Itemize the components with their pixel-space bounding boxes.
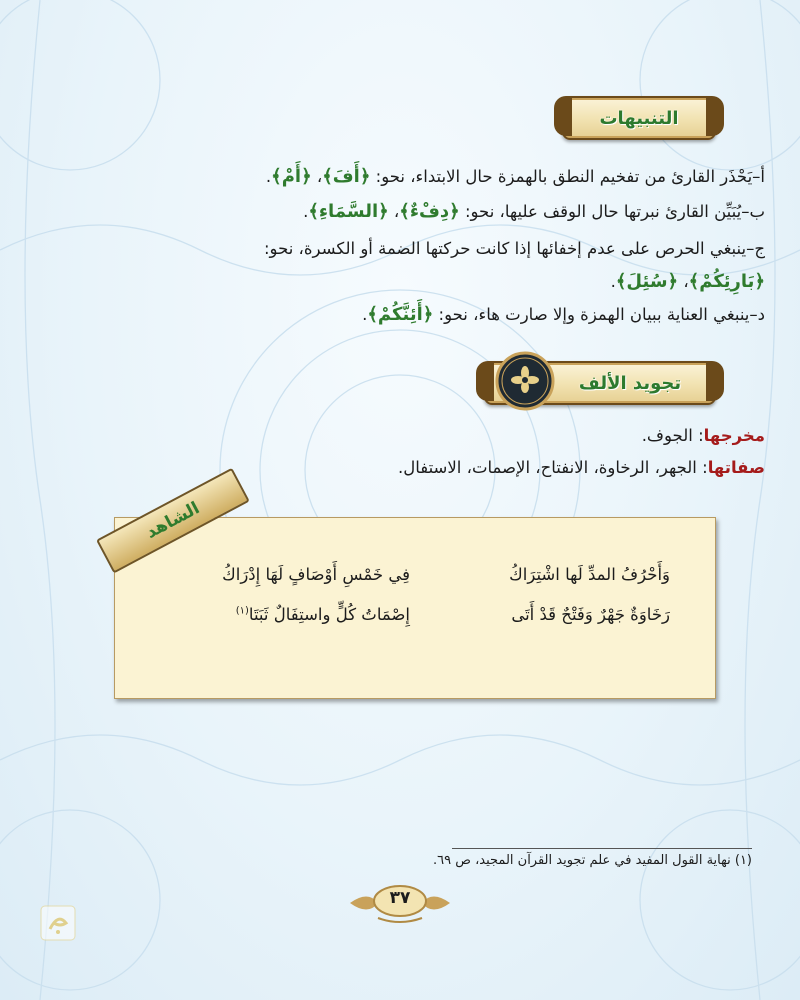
verse-2-right: رَخَاوَةٌ جَهْرٌ وَفَتْحٌ قَدْ أَتَى [511, 605, 670, 624]
quran-example: ﴿أَفَ﴾ [322, 166, 371, 187]
makhraj-label: مخرجها [703, 426, 765, 445]
quran-example: ﴿بَارِئِكُمْ﴾ [688, 271, 765, 292]
tanbih-item: أ–يَحْذَر القارئ من تفخيم النطق بالهمزة حال الابتداء، نحو: ﴿أَفَ﴾، ﴿أَمْ﴾. [265, 166, 765, 187]
footnote-marker: (١) [235, 605, 249, 617]
quran-example: ﴿أَئِنَّكُمْ﴾ [367, 304, 434, 325]
verse-1-right: وَأَحْرُفُ المدِّ لَها اشْتِرَاكُ [509, 565, 670, 584]
makhraj-line: مخرجها: الجوف. [641, 426, 765, 445]
flower-medallion-icon [494, 351, 556, 411]
page-number: ٣٧ [389, 888, 411, 908]
verse-2-left: إِصْمَاتُ كُلٍّ واستِفَالٌ ثَبَتَا$^{(١)}$ [235, 605, 410, 624]
alif-title: تجويد الألف [578, 372, 682, 394]
tanbihat-title: التنبيهات [599, 107, 679, 129]
verse-1-left: فِي خَمْسِ أَوْصَافٍ لَهَا إِدْرَاكُ [222, 565, 410, 584]
footnote-separator [452, 848, 752, 849]
sifat-label: صفاتها [707, 458, 765, 477]
quran-example: ﴿دِفْءٌ﴾ [399, 201, 460, 222]
tanbih-item: ج–ينبغي الحرص على عدم إخفائها إذا كانت حركتها الضمة أو الكسرة، نحو: [263, 239, 765, 258]
quran-example: ﴿سُئِلَ﴾ [615, 271, 679, 292]
footnote: (١) نهاية القول المفيد في علم تجويد القرآن المجيد، ص ٦٩. [433, 853, 752, 868]
tanbih-item-examples: ﴿بَارِئِكُمْ﴾، ﴿سُئِلَ﴾. [610, 271, 765, 292]
shahid-ribbon: الشاهد [96, 468, 250, 574]
tanbih-item: د–ينبغي العناية ببيان الهمزة وإلا صارت هاء، نحو: ﴿أَئِنَّكُمْ﴾. [362, 304, 765, 325]
tanbihat-header [562, 96, 716, 140]
quran-example: ﴿أَمْ﴾ [271, 166, 312, 187]
sifat-line: صفاتها: الجهر، الرخاوة، الانفتاح، الإصمات، الاستفال. [397, 458, 765, 477]
tanbih-item: ب–يُبَيِّن القارئ نبرتها حال الوقف عليها، نحو: ﴿دِفْءٌ﴾، ﴿السَّمَاءِ﴾. [303, 201, 765, 222]
quran-example: ﴿السَّمَاءِ﴾ [308, 201, 389, 222]
publisher-logo-icon [40, 905, 76, 941]
